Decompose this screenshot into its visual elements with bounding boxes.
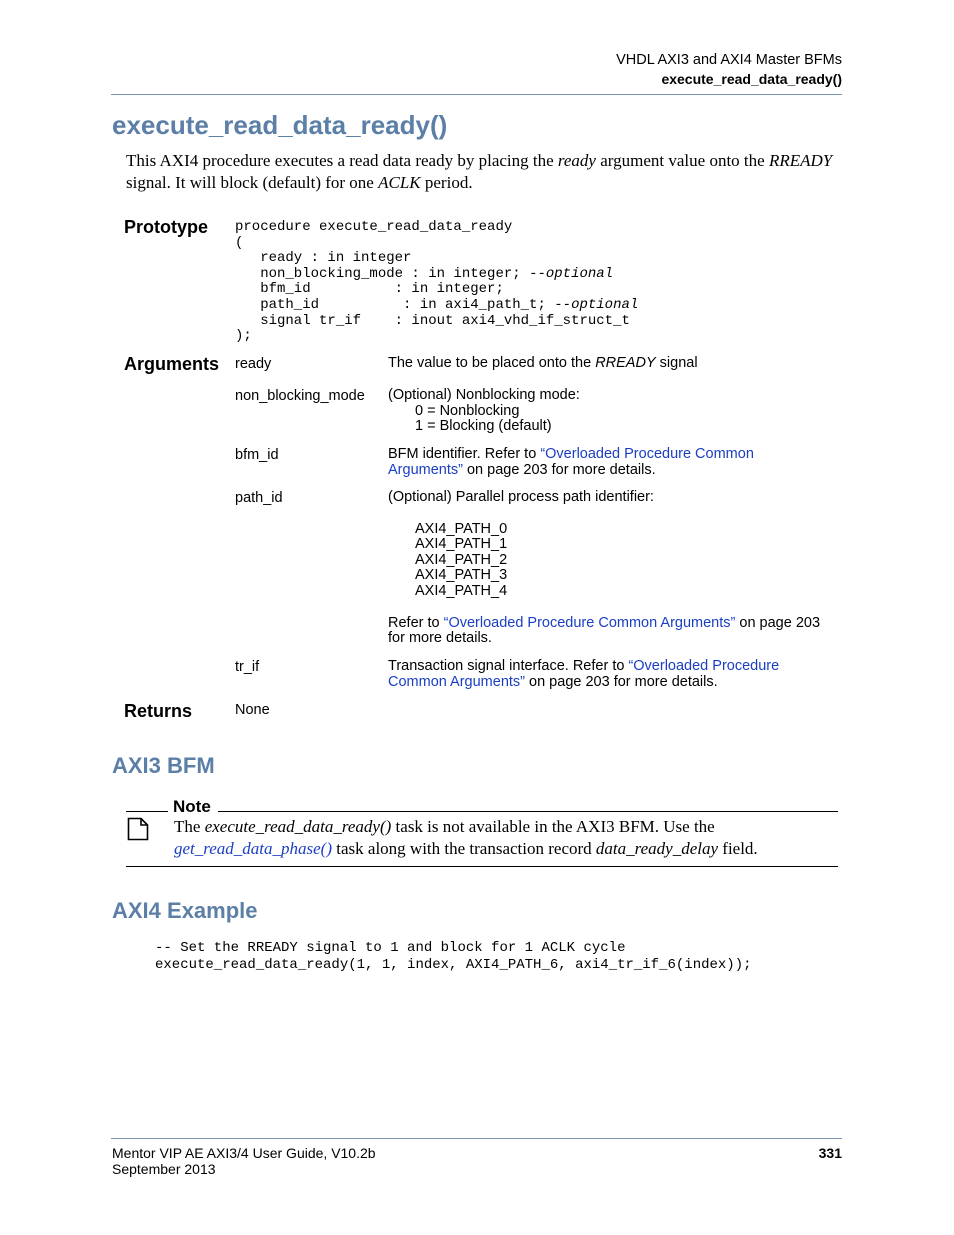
- overloaded-args-link[interactable]: “Overloaded Procedure Common Arguments”: [388, 658, 780, 690]
- path-option: AXI4_PATH_3: [415, 567, 508, 584]
- path-option: AXI4_PATH_1: [415, 536, 508, 553]
- arg-desc-bfm-id: BFM identifier. Refer to “Overloaded Procedure Common Arguments” on page 203 for more details.: [388, 446, 754, 478]
- header-rule: [111, 94, 842, 95]
- arg-name-non-blocking-mode: non_blocking_mode: [235, 388, 365, 404]
- arg-name-path-id: path_id: [235, 490, 283, 506]
- note-page-icon: [127, 817, 149, 846]
- overloaded-args-link[interactable]: “Overloaded Procedure Common Arguments”: [443, 614, 736, 631]
- note-body: The execute_read_data_ready() task is not available in the AXI3 BFM. Use the get_read_data_phase() task along with the transaction record data_ready_delay field.: [174, 817, 758, 858]
- axi3-heading: AXI3 BFM: [112, 753, 215, 778]
- page-title: execute_read_data_ready(): [112, 110, 448, 140]
- arg-desc-tr-if: Transaction signal interface. Refer to “Overloaded Procedure Common Arguments” on page 203 for more details.: [388, 658, 780, 690]
- overloaded-args-link[interactable]: “Overloaded Procedure Common Arguments”: [388, 446, 754, 478]
- arg-name-tr-if: tr_if: [235, 659, 260, 675]
- path-option: AXI4_PATH_2: [415, 551, 508, 568]
- path-option: AXI4_PATH_4: [415, 582, 508, 599]
- arg-name-bfm-id: bfm_id: [235, 447, 279, 463]
- running-header-title: VHDL AXI3 and AXI4 Master BFMs: [616, 52, 842, 68]
- prototype-code: procedure execute_read_data_ready ( ready : in integer non_blocking_mode : in integer; --optional bfm_id : in integer; path_id : in axi4_path_t; --optional signal tr_if : inout axi4_vhd_if_struct_t );: [235, 219, 639, 345]
- returns-value: None: [235, 702, 270, 718]
- arg-desc-non-blocking-mode: (Optional) Nonblocking mode: 0 = Nonblocking 1 = Blocking (default): [388, 387, 580, 435]
- example-code: -- Set the RREADY signal to 1 and block for 1 ACLK cycle execute_read_data_ready(1, 1, index, AXI4_PATH_6, axi4_tr_if_6(index));: [155, 940, 752, 973]
- arg-desc-ready: The value to be placed onto the RREADY signal: [388, 355, 698, 371]
- note-top-rule-right: [218, 811, 838, 812]
- returns-label: Returns: [124, 701, 193, 721]
- note-top-rule-left: [126, 811, 168, 812]
- arguments-label: Arguments: [124, 354, 220, 374]
- arg-desc-path-id: (Optional) Parallel process path identifier: AXI4_PATH_0 AXI4_PATH_1 AXI4_PATH_2 AXI4_PATH_3 AXI4_PATH_4 Refer to “Overloaded Procedure Common Arguments” on page 203 for more details.: [388, 490, 828, 647]
- note-title: Note: [173, 797, 211, 816]
- get-read-data-phase-link[interactable]: get_read_data_phase(): [174, 839, 333, 858]
- footer-rule: [111, 1138, 842, 1139]
- arg-name-ready: ready: [235, 356, 272, 372]
- prototype-label: Prototype: [124, 217, 209, 237]
- note-bottom-rule: [126, 866, 838, 867]
- running-header-section: execute_read_data_ready(): [661, 71, 842, 87]
- page-number: 331: [818, 1145, 842, 1161]
- path-option: AXI4_PATH_0: [415, 520, 508, 537]
- intro-paragraph: This AXI4 procedure executes a read data ready by placing the ready argument value onto the RREADY signal. It will block (default) for one ACLK period.: [126, 151, 833, 192]
- axi4-example-heading: AXI4 Example: [112, 898, 258, 923]
- footer-text: Mentor VIP AE AXI3/4 User Guide, V10.2b September 2013: [112, 1145, 376, 1177]
